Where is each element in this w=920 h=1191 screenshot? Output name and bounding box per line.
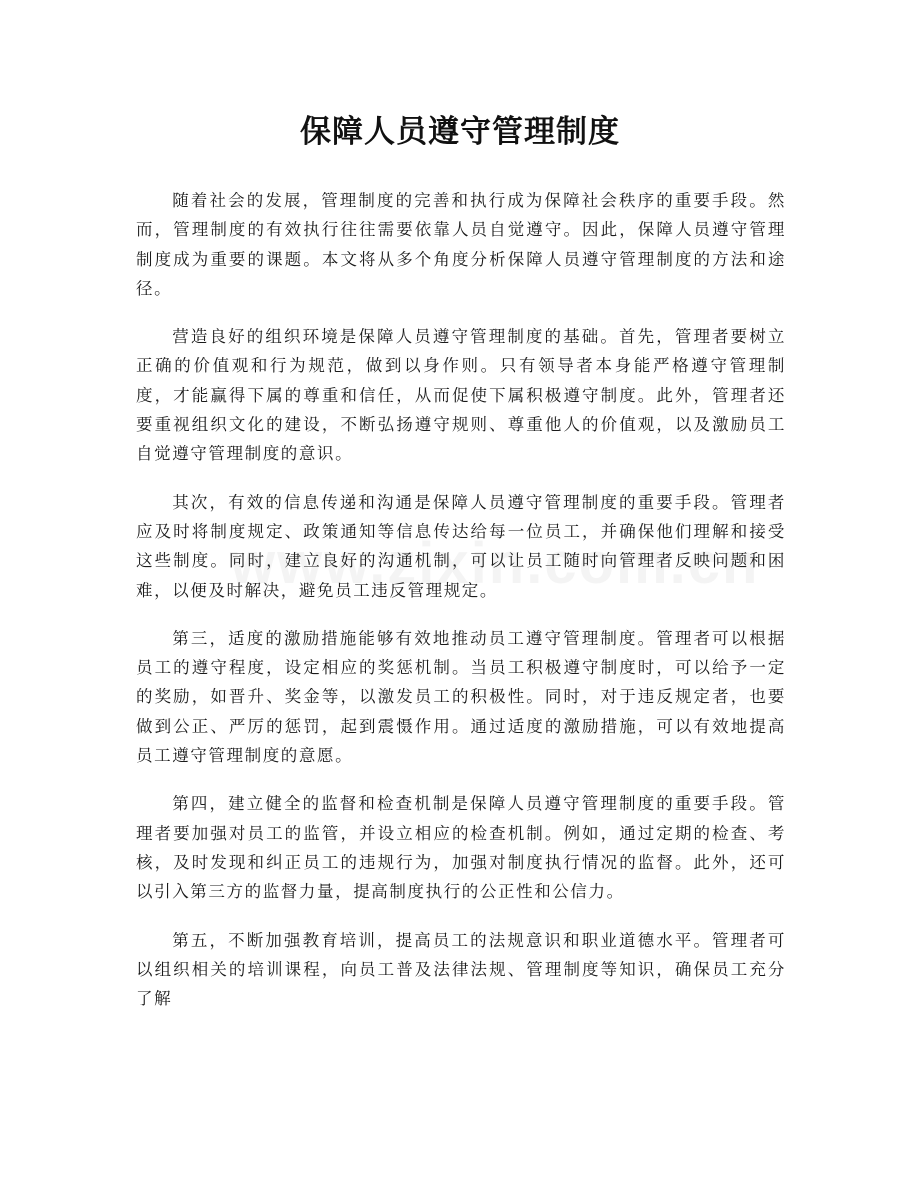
paragraph-training: 第五，不断加强教育培训，提高员工的法规意识和职业道德水平。管理者可以组织相关的培训课程，向员工普及法律法规、管理制度等知识，确保员工充分了解 [136,930,786,1009]
paragraph-communication: 其次，有效的信息传递和沟通是保障人员遵守管理制度的重要手段。管理者应及时将制度规定、政策通知等信息传达给每一位员工，并确保他们理解和接受这些制度。同时，建立良好的沟通机制，可以让员工随时向管理者反映问题和困难，以便及时解决，避免员工违反管理规定。 [136,492,786,600]
paragraph-supervision: 第四，建立健全的监督和检查机制是保障人员遵守管理制度的重要手段。管理者要加强对员工的监管，并设立相应的检查机制。例如，通过定期的检查、考核，及时发现和纠正员工的违规行为，加强对制度执行情况的监督。此外，还可以引入第三方的监督力量，提高制度执行的公正性和公信力。 [136,794,786,902]
document-title: 保障人员遵守管理制度 [300,114,620,150]
paragraph-intro: 随着社会的发展，管理制度的完善和执行成为保障社会秩序的重要手段。然而，管理制度的有效执行往往需要依靠人员自觉遵守。因此，保障人员遵守管理制度成为重要的课题。本文将从多个角度分析保障人员遵守管理制度的方法和途径。 [136,191,786,298]
paragraph-incentives: 第三，适度的激励措施能够有效地推动员工遵守管理制度。管理者可以根据员工的遵守程度，设定相应的奖惩机制。当员工积极遵守制度时，可以给予一定的奖励，如晋升、奖金等，以激发员工的积极性。同时，对于违反规定者，也要做到公正、严厉的惩罚，起到震慑作用。通过适度的激励措施，可以有效地提高员工遵守管理制度的意愿。 [136,628,786,766]
paragraph-organization-environment: 营造良好的组织环境是保障人员遵守管理制度的基础。首先，管理者要树立正确的价值观和行为规范，做到以身作则。只有领导者本身能严格遵守管理制度，才能赢得下属的尊重和信任，从而促使下属积极遵守制度。此外，管理者还要重视组织文化的建设，不断弘扬遵守规则、尊重他人的价值观，以及激励员工自觉遵守管理制度的意识。 [136,327,786,464]
document-body [136,186,786,1032]
